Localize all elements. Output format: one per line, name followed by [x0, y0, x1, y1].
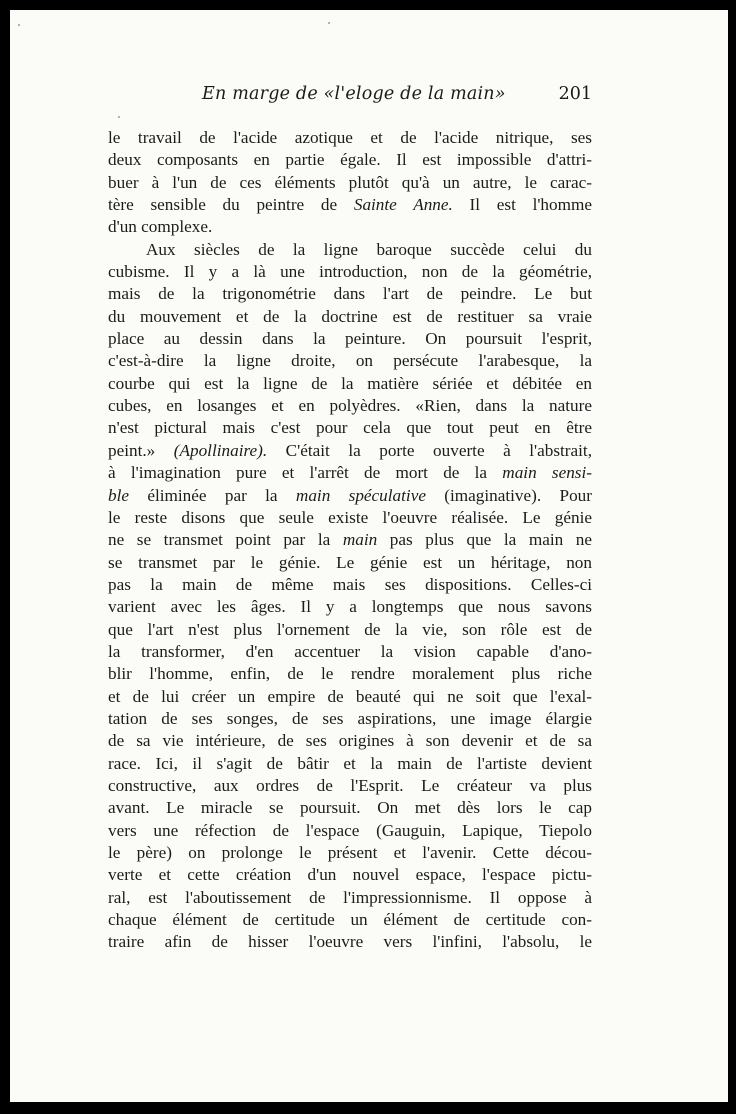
text-line: mais de la trigonométrie dans l'art de peindre. Le but [108, 284, 592, 304]
text-line: buer à l'un de ces éléments plutôt qu'à un autre, le carac- [108, 172, 592, 192]
text-line: de sa vie intérieure, de ses origines à son devenir et de sa [108, 731, 592, 751]
text-line: le père) on prolonge le présent et l'avenir. Cette décou- [108, 843, 592, 862]
italic-phrase: ble [108, 485, 129, 505]
text-line: blir l'homme, enfin, de le rendre moralement plus riche [108, 664, 592, 684]
text-line: ble éliminée par la main spéculative (imaginative). Pour [108, 485, 592, 505]
text-line: tère sensible du peintre de Sainte Anne. Il est l'homme [108, 195, 592, 215]
text-line: que l'art n'est plus l'ornement de la vie, son rôle est de [108, 619, 592, 639]
text-line: varient avec les âges. Il y a longtemps que nous savons [108, 597, 592, 617]
running-title: En marge de «l'eloge de la main» [202, 84, 506, 104]
text-line: courbe qui est la ligne de la matière sériée et débitée en [108, 373, 592, 393]
text-line: traire afin de hisser l'oeuvre vers l'infini, l'absolu, le [108, 932, 592, 952]
text-line: verte et cette création d'un nouvel espace, l'espace pictu- [108, 865, 592, 885]
text-line: cubisme. Il y a là une introduction, non de la géométrie, [108, 262, 592, 282]
italic-word: main [342, 530, 378, 550]
text-line: constructive, aux ordres de l'Esprit. Le créateur va plus [108, 775, 592, 795]
text-line: ral, est l'aboutissement de l'impressionnisme. Il oppose à [108, 887, 592, 907]
text-line: cubes, en losanges et en polyèdres. «Rien, dans la nature [108, 396, 592, 416]
text-line: le travail de l'acide azotique et de l'acide nitrique, ses [108, 128, 592, 147]
text-line: chaque élément de certitude un élément de certitude con- [108, 910, 592, 930]
print-speck [328, 22, 330, 24]
text-line: ne se transmet point par la main pas plus que la main ne [108, 530, 592, 550]
text-line: vers une réfection de l'espace (Gauguin, Lapique, Tiepolo [108, 820, 592, 840]
text-line: Aux siècles de la ligne baroque succède celui du [146, 239, 592, 259]
italic-phrase: main sensi- [502, 463, 592, 483]
text-line: d'un complexe. [108, 217, 213, 237]
page-number: 201 [558, 84, 592, 104]
text-line: le reste disons que seule existe l'oeuvre réalisée. Le génie [108, 507, 592, 527]
page-header [108, 84, 592, 110]
text-line: la transformer, d'en accentuer la vision capable d'ano- [108, 641, 592, 661]
text-line: à l'imagination pure et l'arrêt de mort de la main sensi- [108, 463, 592, 483]
text-line: deux composants en partie égale. Il est impossible d'attri- [108, 150, 592, 170]
body-text [108, 127, 592, 954]
italic-citation: (Apollinaire). [173, 440, 268, 460]
print-speck [118, 116, 120, 118]
text-line: peint.» (Apollinaire). C'était la porte ouverte à l'abstrait, [108, 440, 592, 460]
text-line: race. Ici, il s'agit de bâtir et la main de l'artiste devient [108, 753, 592, 773]
text-line: et de lui créer un empire de beauté qui ne soit que l'exal- [108, 686, 592, 706]
italic-title: Sainte Anne. [353, 195, 453, 215]
text-line: n'est pictural mais c'est pour cela que tout peut en être [108, 418, 592, 438]
italic-phrase: main spéculative [295, 485, 426, 505]
text-line: place au dessin dans la peinture. On poursuit l'esprit, [108, 329, 592, 349]
text-line: du mouvement et de la doctrine est de restituer sa vraie [108, 306, 592, 326]
text-line: tation de ses songes, de ses aspirations, une image élargie [108, 708, 592, 728]
text-line: avant. Le miracle se poursuit. On met dès lors le cap [108, 798, 592, 818]
book-page [10, 10, 728, 1102]
text-line: pas la main de même mais ses dispositions. Celles-ci [108, 574, 592, 594]
text-line: c'est-à-dire la ligne droite, on persécute l'arabesque, la [108, 351, 592, 371]
text-line: se transmet par le génie. Le génie est un héritage, non [108, 552, 592, 572]
print-speck [18, 24, 20, 26]
